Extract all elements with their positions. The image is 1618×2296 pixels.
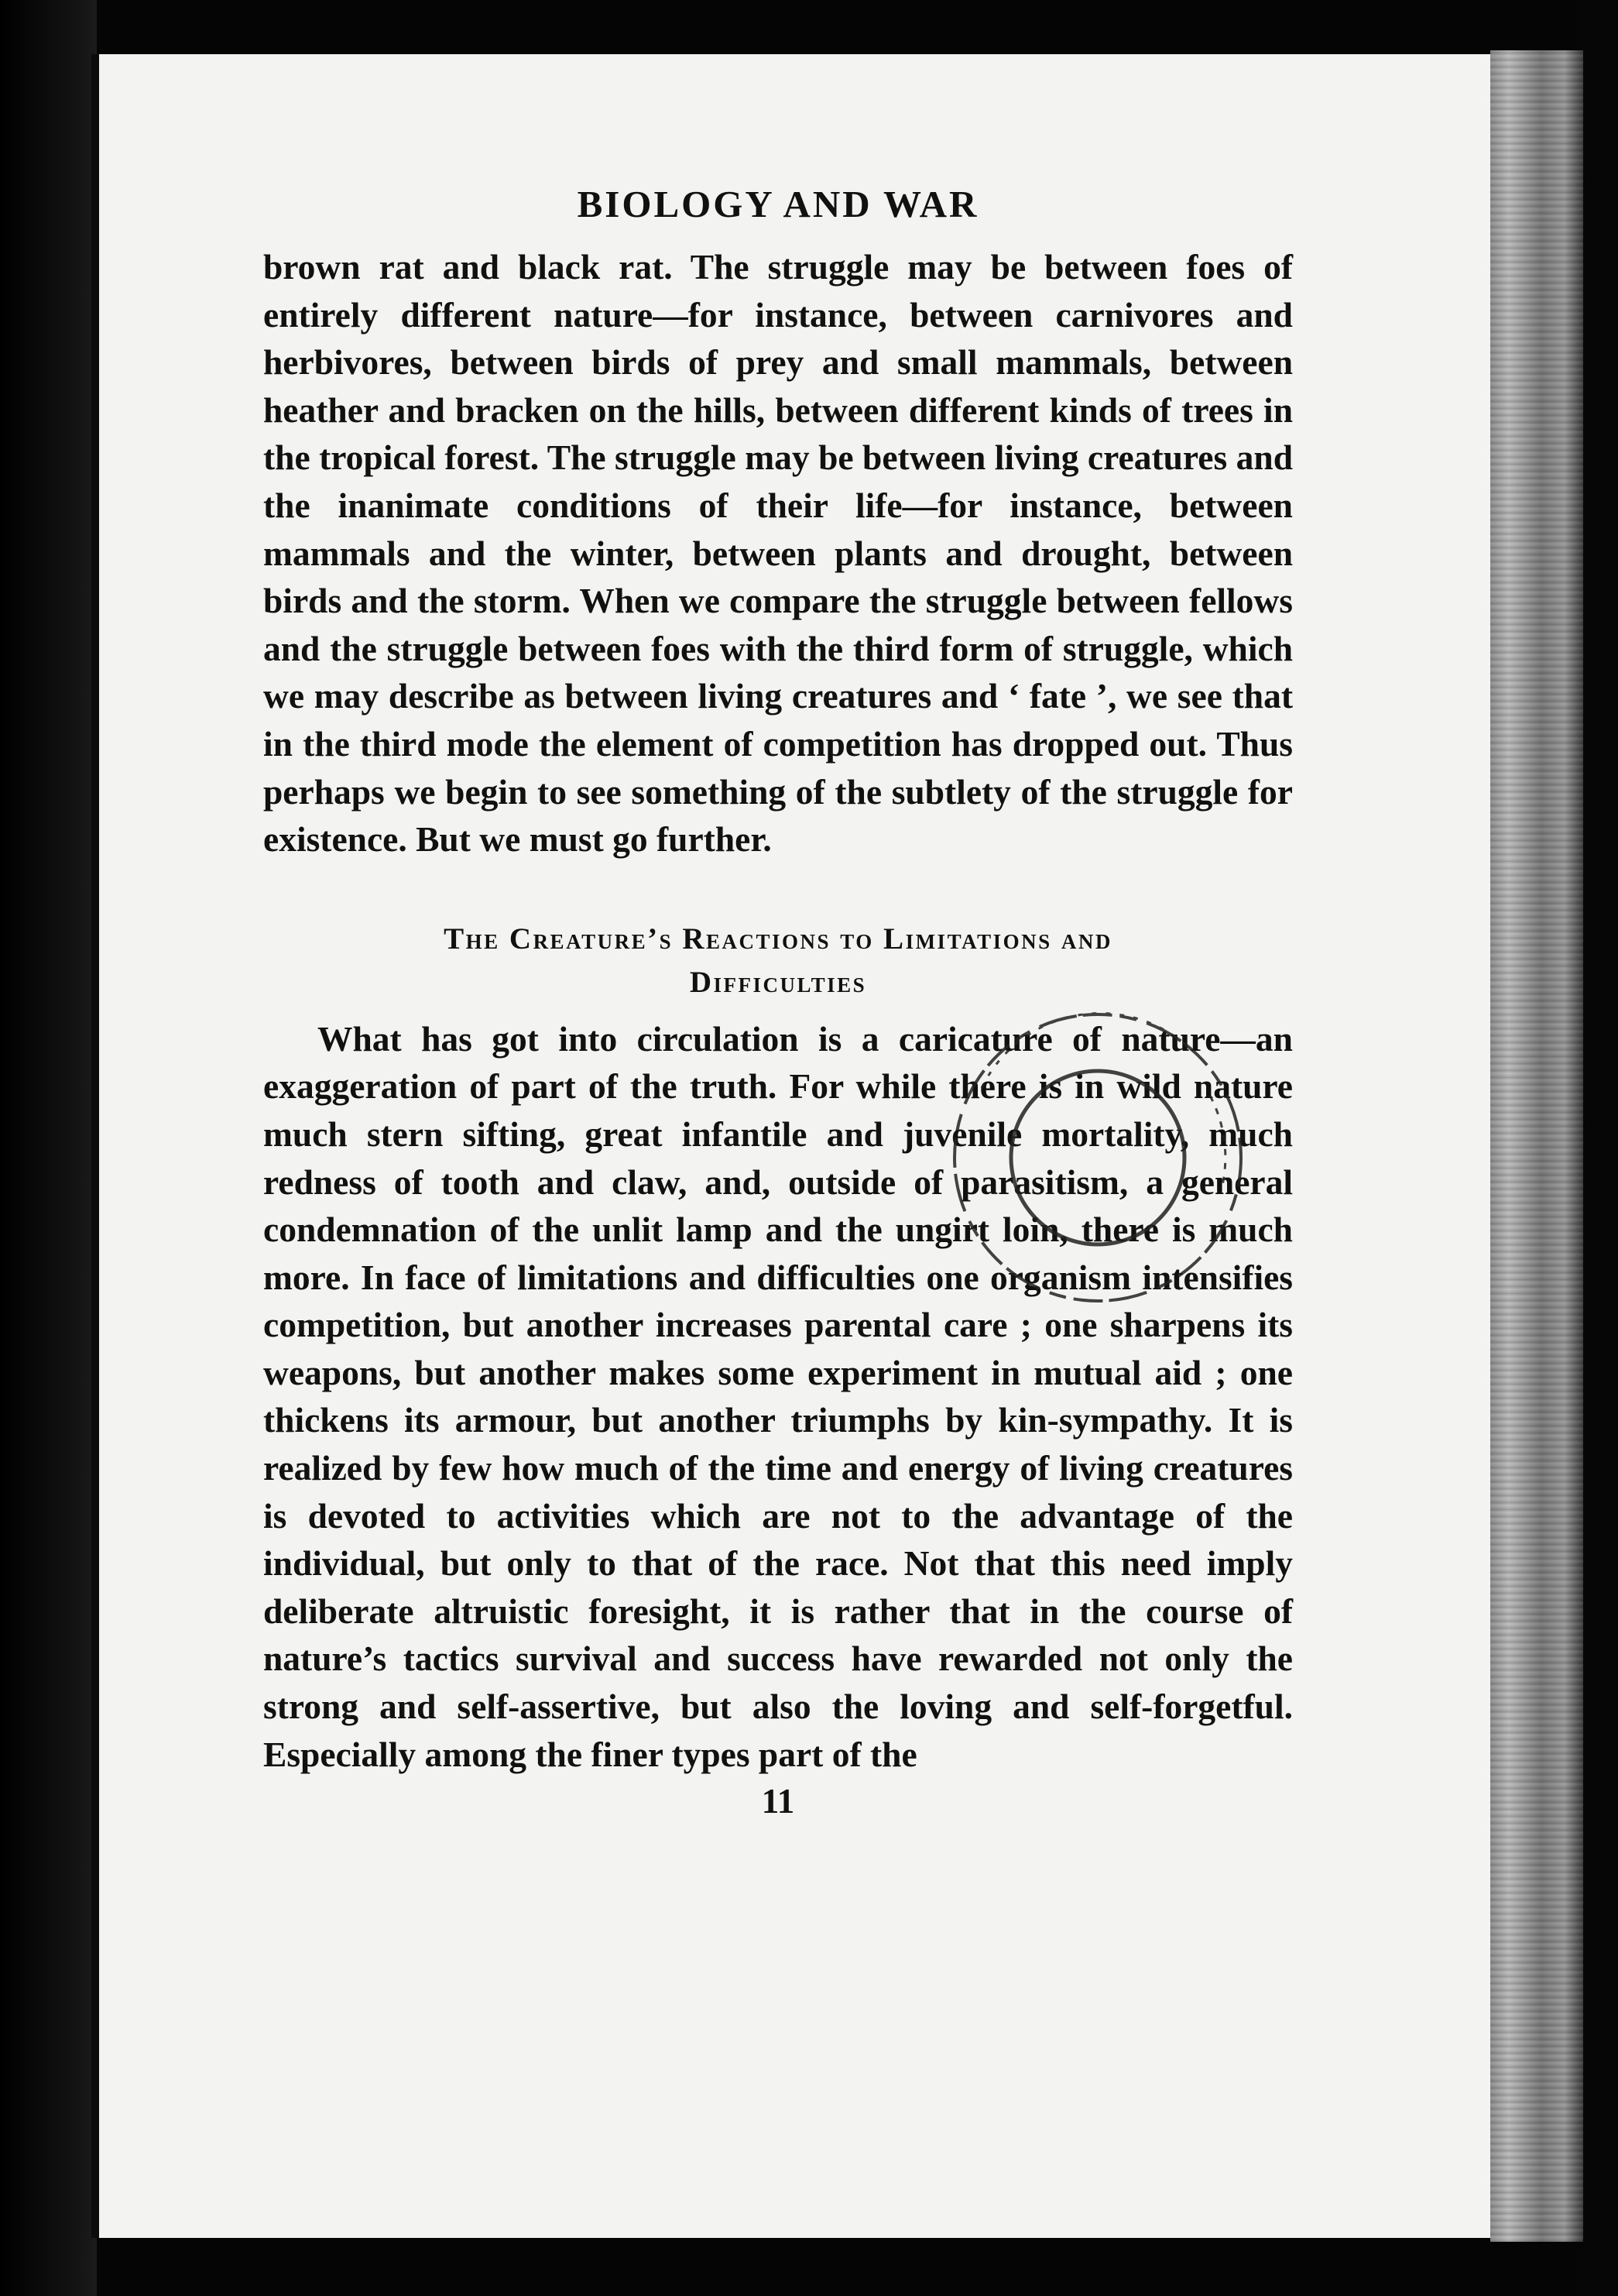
page-number: 11 <box>761 1782 795 1821</box>
section-heading-line-1: The Creature’s Reactions to Limitations and <box>444 921 1112 956</box>
section-heading <box>263 918 1293 1004</box>
section-heading-line-2: Difficulties <box>689 965 867 999</box>
scanner-right-margin <box>1583 0 1618 2296</box>
scanner-left-margin <box>0 0 97 2296</box>
page-edge-shadow <box>1490 50 1583 2242</box>
running-head: BIOLOGY AND WAR <box>577 183 979 225</box>
paragraph-2 <box>263 1015 1293 1779</box>
paragraph-2-text: What has got into circulation is a caricature of nature—an exaggeration of part of the truth. For while there is in wild nature much stern sifting, great infantile and juvenile mortality, much redness of tooth and claw, and, outside of parasitism, a general condemnation of the unlit lamp and the ungirt loin, there is much more. In face of limitations and difficulties one organism intensifies competition, but another increases parental care ; one sharpens its weapons, but another makes some experiment in mutual aid ; one thickens its armour, but another triumphs by kin-sympathy. It is realized by few how much of the time and energy of living creatures is devoted to activities which are not to the advantage of the individual, but only to that of the race. Not that this need imply deliberate altruistic foresight, it is rather that in the course of nature’s tactics survival and success have rewarded not only the strong and self-assertive, but also the loving and self-forgetful. Especially among the finer types part of the <box>263 1018 1293 1774</box>
paragraph-1: brown rat and black rat. The struggle may be between foes of entirely different nature—for instance, between carnivores and herbivores, between birds of prey and small mammals, between heather and bracken on the hills, between different kinds of trees in the tropical forest. The struggle may be between living creatures and the inanimate conditions of their life—for instance, between mammals and the winter, between plants and drought, between birds and the storm. When we compare the struggle between fellows and the struggle between foes with the third form of struggle, which we may describe as between living creatures and ‘ fate ’, we see that in the third mode the element of competition has dropped out. Thus perhaps we begin to see something of the subtlety of the struggle for existence. But we must go further. <box>263 247 1293 860</box>
page-content <box>263 182 1293 1821</box>
